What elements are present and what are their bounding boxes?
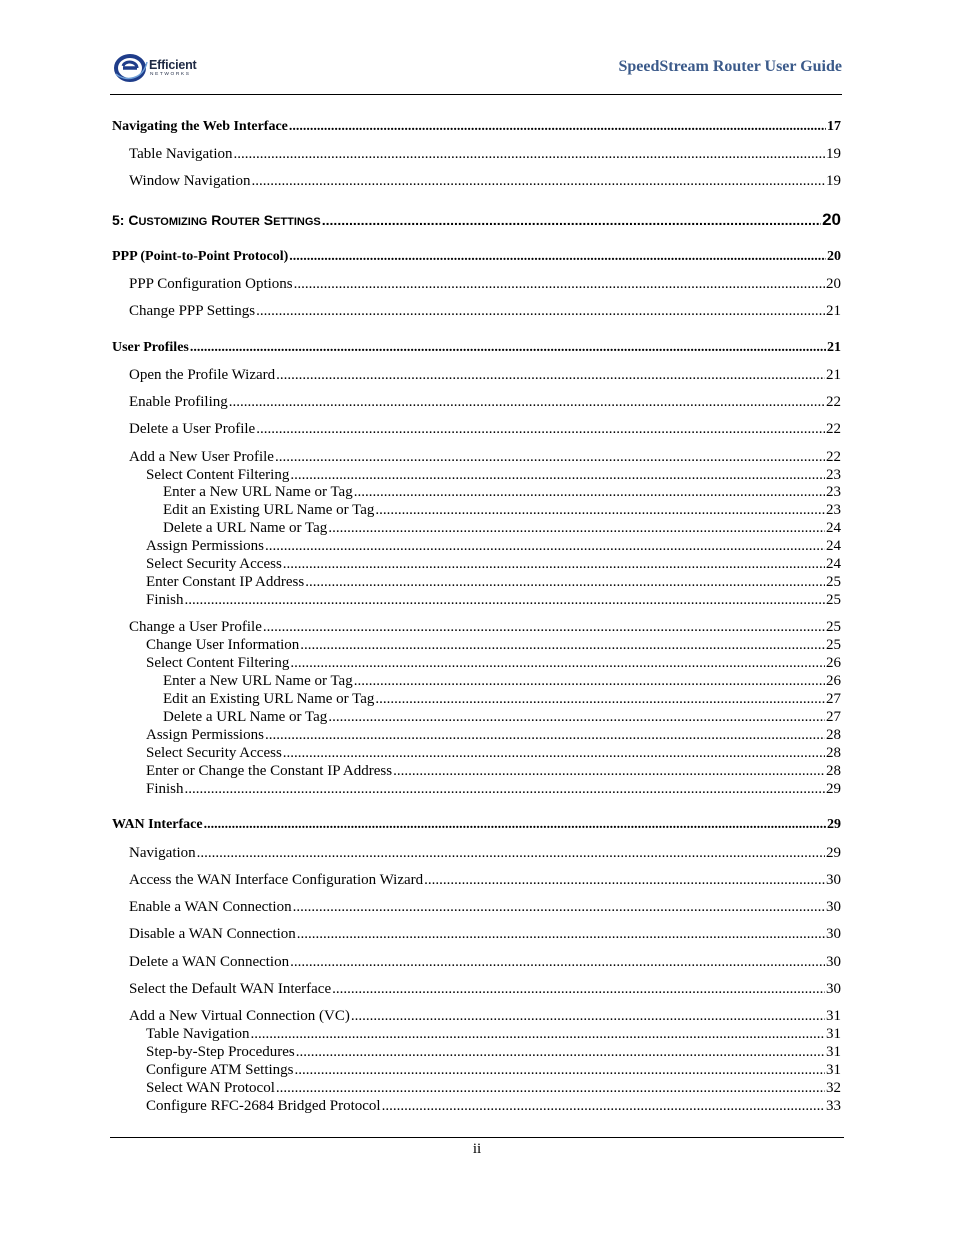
toc-entry[interactable] <box>0 574 841 591</box>
toc-entry-title: Enter or Change the Constant IP Address <box>146 763 393 779</box>
toc-entry-title: User Profiles <box>112 340 189 355</box>
toc-dot-leader <box>393 763 825 780</box>
toc-entry[interactable] <box>0 1026 841 1043</box>
document-title: SpeedStream Router User Guide <box>618 58 842 75</box>
toc-entry-title: Select the Default WAN Interface <box>129 981 332 997</box>
toc-entry[interactable] <box>0 340 841 355</box>
toc-page-number: 21 <box>827 340 841 355</box>
toc-entry[interactable] <box>0 691 841 708</box>
toc-entry[interactable] <box>0 926 841 943</box>
toc-entry[interactable] <box>0 655 841 672</box>
toc-page-number: 22 <box>826 394 841 410</box>
toc-entry[interactable] <box>0 899 841 916</box>
toc-entry[interactable] <box>0 763 841 780</box>
toc-dot-leader <box>251 173 825 190</box>
toc-dot-leader <box>265 538 825 555</box>
toc-page-number: 24 <box>826 556 841 572</box>
toc-dot-leader <box>375 502 825 519</box>
toc-entry[interactable] <box>0 619 841 636</box>
toc-dot-leader <box>332 981 825 998</box>
toc-entry[interactable] <box>0 484 841 501</box>
toc-dot-leader <box>256 421 825 438</box>
toc-dot-leader <box>322 213 821 228</box>
toc-page-number: 30 <box>826 872 841 888</box>
logo-subtitle: NETWORKS <box>150 72 191 77</box>
toc-entry-title: Access the WAN Interface Configuration Wizard <box>129 872 424 888</box>
toc-entry[interactable] <box>0 872 841 889</box>
toc-dot-leader <box>424 872 825 889</box>
toc-page-number: 24 <box>826 538 841 554</box>
toc-dot-leader <box>305 574 825 591</box>
toc-entry[interactable] <box>0 249 841 264</box>
toc-entry[interactable] <box>0 276 841 293</box>
toc-page-number: 25 <box>826 619 841 635</box>
toc-entry[interactable] <box>0 781 841 798</box>
toc-dot-leader <box>289 119 826 134</box>
toc-entry[interactable] <box>0 845 841 862</box>
toc-entry-title: Select WAN Protocol <box>146 1080 275 1096</box>
toc-entry-title: WAN Interface <box>112 817 203 832</box>
toc-page-number: 29 <box>827 817 841 832</box>
toc-dot-leader <box>351 1008 825 1025</box>
toc-entry-title: Configure ATM Settings <box>146 1062 294 1078</box>
toc-page-number: 27 <box>826 691 841 707</box>
toc-entry-title: Add a New User Profile <box>129 449 274 465</box>
toc-dot-leader <box>290 954 825 971</box>
toc-dot-leader <box>300 637 825 654</box>
logo-wordmark: Efficient <box>149 58 197 72</box>
page-number: ii <box>472 1141 482 1157</box>
toc-page-number: 20 <box>826 276 841 292</box>
toc-entry[interactable] <box>0 502 841 519</box>
toc-entry[interactable] <box>0 173 841 190</box>
toc-dot-leader <box>185 781 825 798</box>
toc-page-number: 31 <box>826 1062 841 1078</box>
toc-entry-title: Enable a WAN Connection <box>129 899 292 915</box>
toc-entry-title: Open the Profile Wizard <box>129 367 276 383</box>
toc-entry-title: Finish <box>146 781 184 797</box>
toc-entry[interactable] <box>0 1062 841 1079</box>
toc-dot-leader <box>328 520 825 537</box>
toc-entry[interactable] <box>0 745 841 762</box>
toc-entry[interactable] <box>0 538 841 555</box>
toc-dot-leader <box>234 146 826 163</box>
toc-page-number: 28 <box>826 727 841 743</box>
toc-dot-leader <box>297 926 825 943</box>
toc-page-number: 21 <box>826 367 841 383</box>
toc-entry-title: Select Content Filtering <box>146 467 290 483</box>
toc-entry-title: Assign Permissions <box>146 538 264 554</box>
footer-divider <box>110 1137 844 1138</box>
toc-page-number: 30 <box>826 981 841 997</box>
toc-entry-title: Disable a WAN Connection <box>129 926 296 942</box>
toc-entry[interactable] <box>0 1008 841 1025</box>
toc-page-number: 26 <box>826 655 841 671</box>
toc-page-number: 30 <box>826 954 841 970</box>
toc-dot-leader <box>265 727 825 744</box>
toc-entry[interactable] <box>0 119 841 134</box>
toc-dot-leader <box>354 484 825 501</box>
toc-page-number: 20 <box>827 249 841 264</box>
toc-entry[interactable] <box>0 520 841 537</box>
toc-entry-title: Window Navigation <box>129 173 251 189</box>
toc-entry[interactable] <box>0 421 841 438</box>
toc-dot-leader <box>296 1044 825 1061</box>
toc-page-number: 20 <box>822 210 841 229</box>
toc-dot-leader <box>276 367 825 384</box>
toc-dot-leader <box>354 673 825 690</box>
toc-dot-leader <box>375 691 825 708</box>
toc-entry[interactable] <box>0 592 841 609</box>
toc-dot-leader <box>283 745 825 762</box>
toc-entry[interactable] <box>0 637 841 654</box>
toc-entry-title: Table Navigation <box>129 146 233 162</box>
toc-page-number: 23 <box>826 502 841 518</box>
toc-dot-leader <box>275 449 825 466</box>
toc-entry[interactable] <box>0 709 841 726</box>
toc-entry-title: Change PPP Settings <box>129 303 256 319</box>
toc-page-number: 25 <box>826 574 841 590</box>
toc-page-number: 31 <box>826 1008 841 1024</box>
toc-dot-leader <box>290 467 825 484</box>
toc-page-number: 25 <box>826 592 841 608</box>
toc-dot-leader <box>263 619 825 636</box>
toc-page-number: 25 <box>826 637 841 653</box>
toc-entry[interactable] <box>0 954 841 971</box>
toc-page-number: 19 <box>826 173 841 189</box>
toc-dot-leader <box>295 1062 825 1079</box>
toc-entry-title: Step-by-Step Procedures <box>146 1044 295 1060</box>
toc-page-number: 30 <box>826 899 841 915</box>
toc-entry[interactable] <box>0 673 841 690</box>
toc-entry[interactable] <box>0 394 841 411</box>
toc-dot-leader <box>283 556 825 573</box>
toc-entry-title: Enable Profiling <box>129 394 228 410</box>
toc-entry-title: Navigation <box>129 845 196 861</box>
toc-dot-leader <box>185 592 825 609</box>
toc-entry-title: Delete a URL Name or Tag <box>163 520 328 536</box>
toc-page-number: 22 <box>826 449 841 465</box>
toc-dot-leader <box>204 817 826 832</box>
toc-page-number: 33 <box>826 1098 841 1114</box>
toc-entry-title: Enter Constant IP Address <box>146 574 305 590</box>
toc-entry[interactable] <box>0 981 841 998</box>
toc-page-number: 23 <box>826 484 841 500</box>
toc-entry-title: 5: CUSTOMIZING ROUTER SETTINGS <box>112 212 321 228</box>
header-divider <box>110 94 842 95</box>
toc-entry[interactable] <box>0 367 841 384</box>
toc-page-number: 31 <box>826 1044 841 1060</box>
toc-entry[interactable] <box>0 727 841 744</box>
toc-entry-title: Delete a URL Name or Tag <box>163 709 328 725</box>
efficient-networks-logo <box>113 52 213 84</box>
toc-entry-title: Table Navigation <box>146 1026 250 1042</box>
toc-entry-title: Enter a New URL Name or Tag <box>163 673 353 689</box>
toc-page-number: 28 <box>826 763 841 779</box>
toc-entry[interactable] <box>0 467 841 484</box>
toc-page-number: 19 <box>826 146 841 162</box>
toc-entry-title: PPP (Point-to-Point Protocol) <box>112 249 289 264</box>
toc-page-number: 22 <box>826 421 841 437</box>
toc-entry[interactable] <box>0 1044 841 1061</box>
toc-page-number: 32 <box>826 1080 841 1096</box>
toc-entry-title: Change User Information <box>146 637 300 653</box>
toc-entry[interactable] <box>0 146 841 163</box>
toc-entry[interactable] <box>0 817 841 832</box>
toc-entry[interactable] <box>0 556 841 573</box>
toc-entry-title: Finish <box>146 592 184 608</box>
toc-entry[interactable] <box>0 1080 841 1097</box>
toc-dot-leader <box>294 276 825 293</box>
toc-entry-title: Delete a WAN Connection <box>129 954 290 970</box>
toc-dot-leader <box>293 899 825 916</box>
toc-page-number: 21 <box>826 303 841 319</box>
toc-page-number: 27 <box>826 709 841 725</box>
toc-page-number: 28 <box>826 745 841 761</box>
toc-dot-leader <box>229 394 825 411</box>
toc-dot-leader <box>251 1026 826 1043</box>
toc-entry-title: Change a User Profile <box>129 619 262 635</box>
toc-page-number: 31 <box>826 1026 841 1042</box>
toc-chapter-entry[interactable] <box>0 211 841 230</box>
toc-entry-title: Configure RFC-2684 Bridged Protocol <box>146 1098 381 1114</box>
toc-dot-leader <box>382 1098 825 1115</box>
toc-entry[interactable] <box>0 449 841 466</box>
toc-entry-title: Select Content Filtering <box>146 655 290 671</box>
toc-entry-title: Select Security Access <box>146 556 282 572</box>
toc-entry[interactable] <box>0 1098 841 1115</box>
toc-entry-title: PPP Configuration Options <box>129 276 293 292</box>
toc-page-number: 17 <box>827 119 841 134</box>
toc-dot-leader <box>290 655 825 672</box>
toc-entry-title: Add a New Virtual Connection (VC) <box>129 1008 350 1024</box>
toc-entry-title: Navigating the Web Interface <box>112 119 288 134</box>
toc-entry-title: Delete a User Profile <box>129 421 256 437</box>
toc-page-number: 29 <box>826 845 841 861</box>
toc-entry-title: Edit an Existing URL Name or Tag <box>163 502 375 518</box>
toc-entry-title: Edit an Existing URL Name or Tag <box>163 691 375 707</box>
toc-page-number: 29 <box>826 781 841 797</box>
toc-dot-leader <box>197 845 825 862</box>
toc-dot-leader <box>190 340 826 355</box>
toc-page-number: 24 <box>826 520 841 536</box>
toc-dot-leader <box>328 709 825 726</box>
logo-e-icon <box>113 52 149 84</box>
toc-entry[interactable] <box>0 303 841 320</box>
toc-dot-leader <box>276 1080 825 1097</box>
toc-entry-title: Select Security Access <box>146 745 282 761</box>
toc-dot-leader <box>256 303 825 320</box>
toc-entry-title: Enter a New URL Name or Tag <box>163 484 353 500</box>
toc-dot-leader <box>289 249 826 264</box>
toc-entry-title: Assign Permissions <box>146 727 264 743</box>
toc-page-number: 30 <box>826 926 841 942</box>
toc-page-number: 26 <box>826 673 841 689</box>
toc-page-number: 23 <box>826 467 841 483</box>
